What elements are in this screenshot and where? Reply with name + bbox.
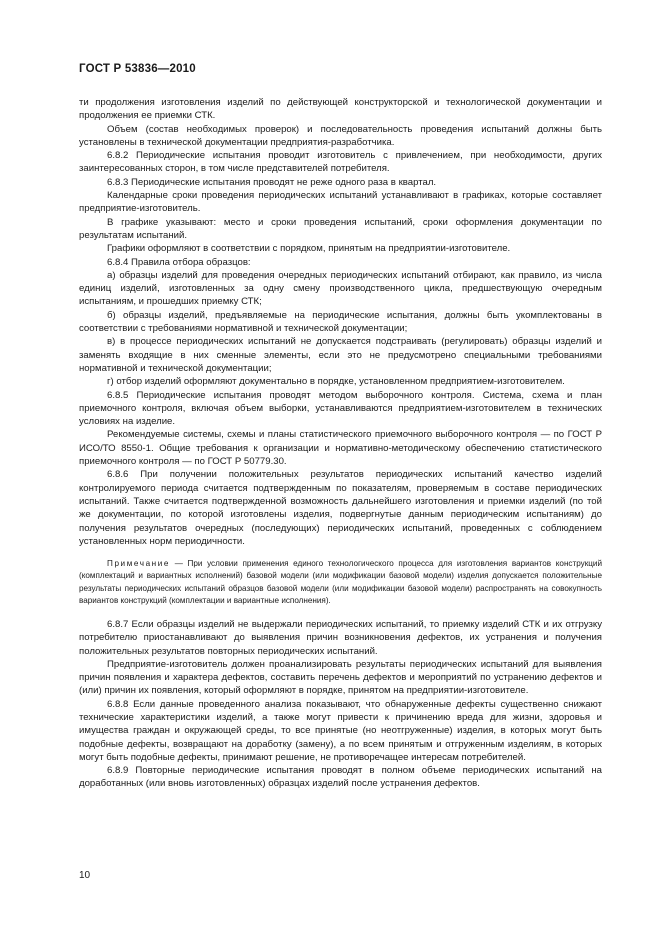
document-body — [79, 96, 602, 791]
paragraph: 6.8.6 При получении положительных результатов периодических испытаний качество изделий контролируемого периода считается подтвержденным по показателям, проверяемым в составе периодических испытаний. Также считается подтвержденной возможность дальнейшего изготовления и приемки изделий (по той же документации, по которой изготовлены изделия, подвергнутые данным периодическим испытаниям) до получения результатов очередных (последующих) периодических испытаний, проведенных с соблюдением установленных норм периодичности. — [79, 469, 602, 547]
list-item: б) образцы изделий, предъявляемые на периодические испытания, должны быть укомплектованы в соответствии с требованиями нормативной и технической документации; — [79, 309, 602, 335]
paragraph: ти продолжения изготовления изделий по действующей конструкторской и технологической документации и продолжения ее приемки СТК. — [79, 97, 602, 122]
list-item: г) отбор изделий оформляют документально в порядке, установленном предприятием-изготовителем. — [107, 376, 565, 388]
paragraph: 6.8.8 Если данные проведенного анализа показывают, что обнаруженные дефекты существенно снижают технические характеристики изделий, а также могут привести к причинению вреда для жизни, здоровья и имущества граждан и окружающей среды, то все принятые (но неотгруженные) изделия, в которых могут быть подобные дефекты, возвращают на доработку (замену), а по всем принятым и отгруженным изделиям, в которых могут быть подобные дефекты, принимают решение, не противоречащее интересам потребителей. — [79, 698, 602, 763]
paragraph: Рекомендуемые системы, схемы и планы статистического приемочного выборочного контроля — по ГОСТ Р ИСО/ТО 8550-1. Общие требования к организации и нормативно-методическому обеспечению статистического приемочного контроля — по ГОСТ Р 50779.30. — [79, 429, 602, 468]
paragraph: Объем (состав необходимых проверок) и последовательность проведения испытаний должны быть установлены в технической документации предприятия-разработчика. — [79, 123, 602, 148]
note-text: — При условии применения единого технологического процесса для изготовления вариантов конструкций (комплектаций и вариантных исполнений) базовой модели (или модификации базовой модели) изделия допускается положительные результаты периодических испытаний образцов базовой модели (или модификации базовой модели) распространять на совокупность вариантов конструкций (комплектации и вариантные исполнения). — [79, 559, 602, 605]
paragraph: 6.8.4 Правила отбора образцов: — [107, 256, 251, 268]
list-item: в) в процессе периодических испытаний не допускается подстраивать (регулировать) образцы изделий и заменять входящие в них сменные элементы, если это не предусмотрено специальными требованиями нормативной и технической документации; — [79, 336, 602, 374]
paragraph: Графики оформляют в соответствии с порядком, принятым на предприятии-изготовителе. — [107, 243, 511, 255]
paragraph: 6.8.9 Повторные периодические испытания проводят в полном объеме периодических испытаний на доработанных (или вновь изготовленных) образцах изделий после устранения дефектов. — [79, 765, 602, 790]
paragraph: Предприятие-изготовитель должен проанализировать результаты периодических испытаний для выявления причин появления и характера дефектов, составить перечень дефектов и мероприятий по устранению дефектов и (или) причин их появления, который оформляют в порядке, принятом на предприятии-изготовителе. — [79, 658, 602, 697]
paragraph: 6.8.3 Периодические испытания проводят не реже одного раза в квартал. — [107, 176, 437, 188]
page-number: 10 — [79, 870, 91, 881]
note — [79, 558, 602, 607]
paragraph: 6.8.2 Периодические испытания проводит изготовитель с привлечением, при необходимости, других заинтересованных сторон, в том числе представителей потребителя. — [79, 150, 602, 175]
paragraph: 6.8.5 Периодические испытания проводят методом выборочного контроля. Система, схема и план приемочного контроля, включая объем выборки, устанавливаются предприятием-изготовителем в технических условиях на изделие. — [79, 389, 602, 428]
paragraph: В графике указывают: место и сроки проведения испытаний, сроки оформления документации по результатам испытаний. — [79, 216, 602, 241]
document-header: ГОСТ Р 53836—2010 — [79, 63, 196, 75]
paragraph: 6.8.7 Если образцы изделий не выдержали периодических испытаний, то приемку изделий СТК и их отгрузку потребителю приостанавливают до выявления причин возникновения дефектов, их устранения и получения положительных результатов повторных периодических испытаний. — [79, 618, 602, 657]
list-item: а) образцы изделий для проведения очередных периодических испытаний отбирают, как правило, из числа единиц изделий, изготовленных за одну смену производственного цикла, предшествующую очередным испытаниям, и прошедших приемку СТК; — [79, 269, 602, 308]
paragraph: Календарные сроки проведения периодических испытаний устанавливают в графиках, которые составляет предприятие-изготовитель. — [79, 190, 602, 215]
note-label: Примечание — [107, 559, 171, 569]
